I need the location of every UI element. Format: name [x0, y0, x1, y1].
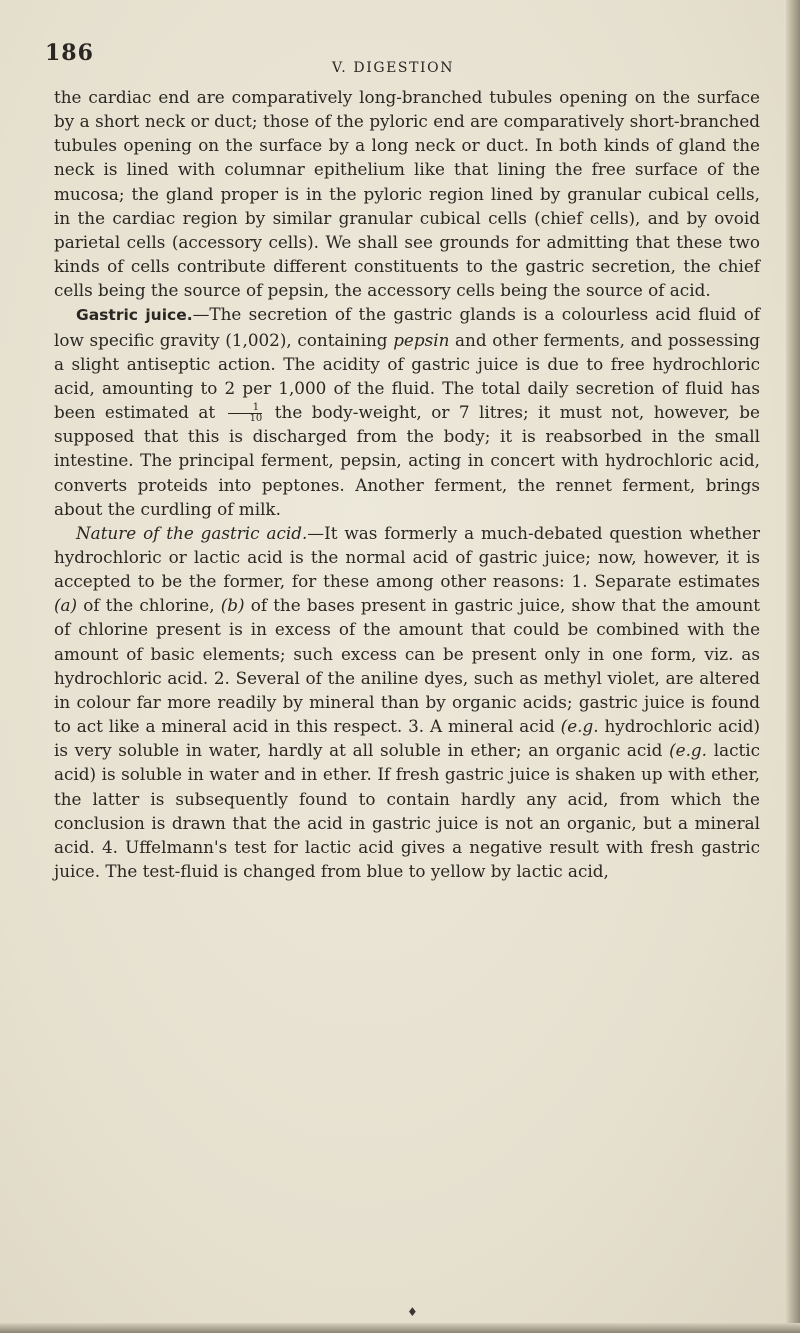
- body-text: [54, 85, 760, 883]
- page-edge-shadow: [786, 0, 800, 1333]
- paragraph-gland-structure: the cardiac end are comparatively long-branched tubules opening on the surface by a short neck or duct; those of the pyloric end are comparatively short-branched tubules opening on the surface by a long neck or duct. In both kinds of gland the neck is lined with columnar epithelium like that lining the free surface of the mucosa; the gland proper is in the pyloric region lined by granular cubical cells, in the cardiac region by similar granular cubical cells (chief cells), and by ovoid parietal cells (accessory cells). We shall see grounds for admitting that these two kinds of cells contribute different constituents to the gastric secretion, the chief cells being the source of pepsin, the accessory cells being the source of acid.: [54, 87, 760, 301]
- fraction-one-tenth: $\frac{1}{10}$: [228, 403, 263, 424]
- term-pepsin: pepsin: [393, 329, 450, 350]
- paragraph-gastric-juice: Gastric juice.—The secretion of the gastric glands is a colourless acid fluid of low specific gravity (1,002), containing pepsin and other ferments, and possessing a slight antiseptic action. The acidity of gastric juice is due to free hydrochloric acid, amounting to 2 per 1,000 of the fluid. The total daily secretion of fluid has been estimated at $\frac{1}{10}$ the body-weight, or 7 litres; it must not, however, be supposed that this is discharged from the body; it is reabsorbed in the small intestine. The principal ferment, pepsin, acting in concert with hydrochloric acid, converts proteids into peptones. Another ferment, the rennet ferment, brings about the curdling of milk.: [54, 304, 761, 519]
- running-head: V. DIGESTION: [332, 60, 455, 76]
- paragraph-gastric-acid: Nature of the gastric acid.—It was formerly a much-debated question whether hydrochloric or lactic acid is the normal acid of gastric juice; now, however, it is accepted to be the former, for these among other reasons: 1. Separate estimates (a) of the chlorine, (b) of the bases present in gastric juice, show that the amount of chlorine present is in excess of the amount that could be combined with the amount of basic elements; such excess can be present only in one form, viz. as hydrochloric acid. 2. Several of the aniline dyes, such as methyl violet, are altered in colour far more readily by mineral than by organic acids; gastric juice is found to act like a mineral acid in this respect. 3. A mineral acid (e.g. hydrochloric acid) is very soluble in water, hardly at all soluble in ether; an organic acid (e.g. lactic acid) is soluble in water and in ether. If fresh gastric juice is shaken up with ether, the latter is subsequently found to contain hardly any acid, from which the conclusion is drawn that the acid in gastric juice is not an organic, but a mineral acid. 4. Uffelmann's test for lactic acid gives a negative result with fresh gastric juice. The test-fluid is changed from blue to yellow by lactic acid,: [54, 522, 760, 881]
- page-number: 186: [45, 40, 94, 66]
- page-bottom-edge: [0, 1323, 800, 1333]
- section-heading-gastric-acid: Nature of the gastric acid.: [76, 522, 308, 543]
- stray-ink-mark: ♦: [407, 1305, 418, 1319]
- section-heading-gastric-juice: Gastric juice.: [76, 306, 193, 325]
